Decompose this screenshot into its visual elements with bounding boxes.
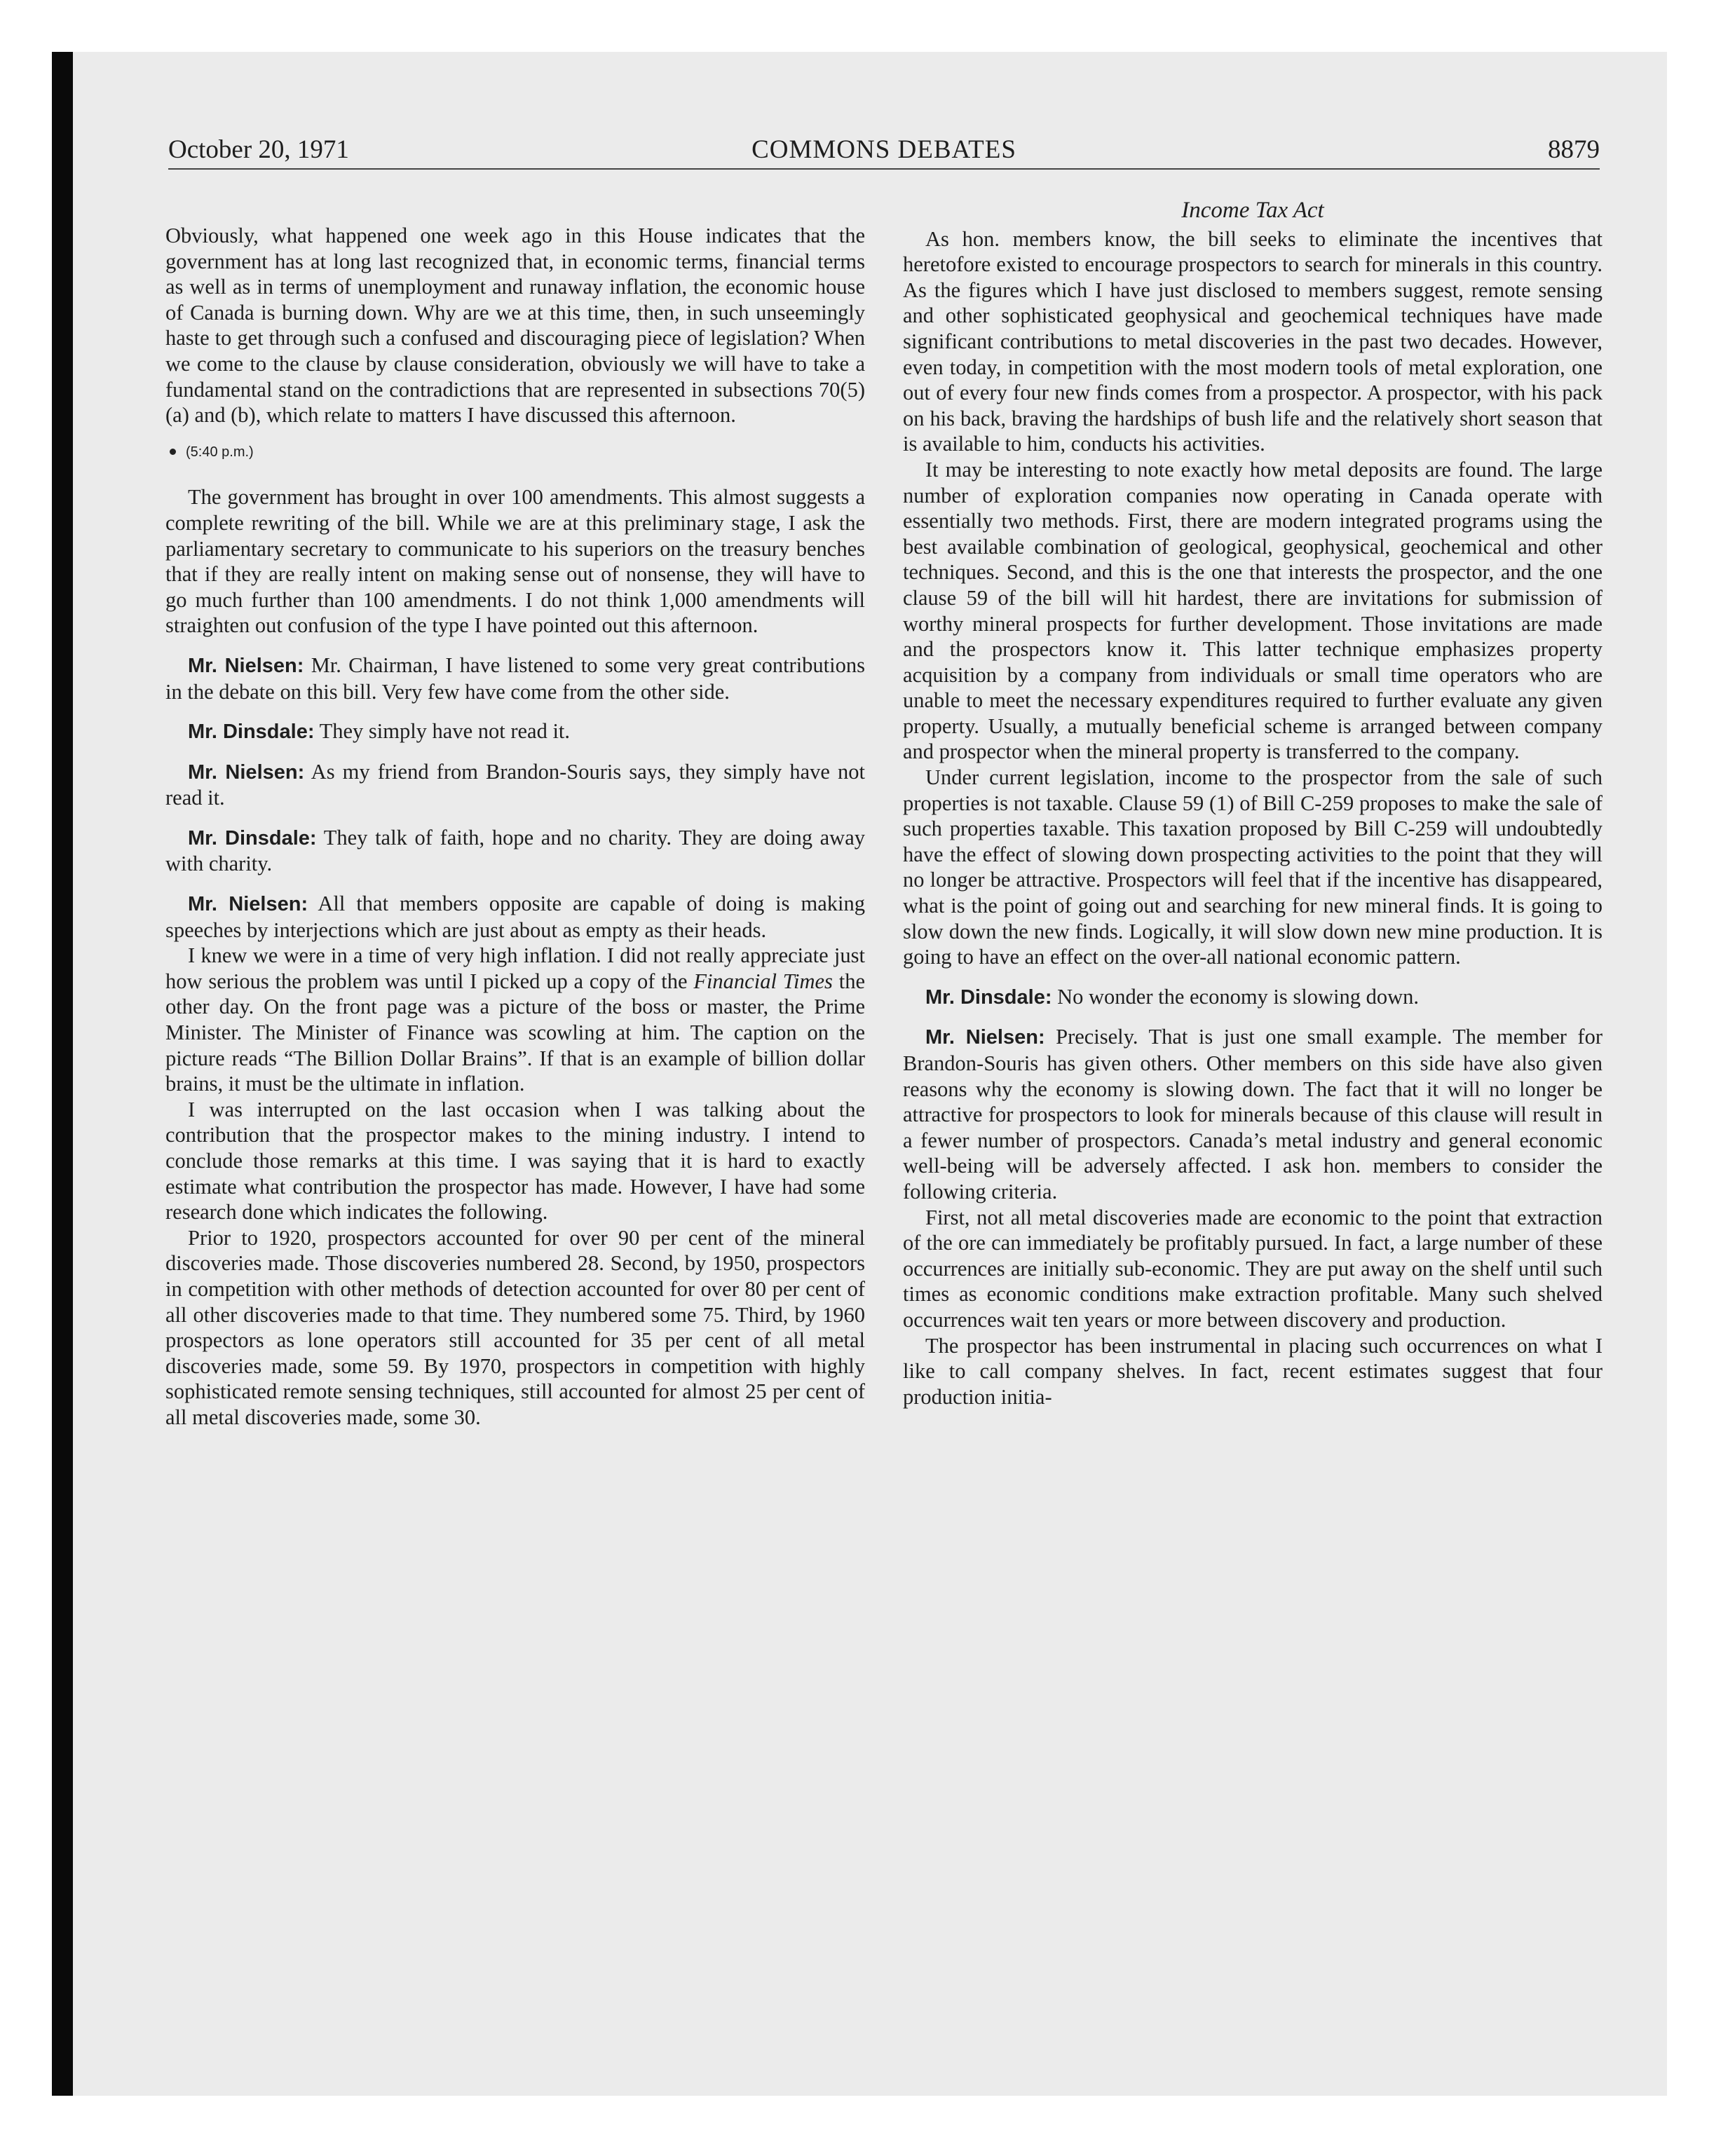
- speech: [165, 653, 865, 704]
- paragraph: Obviously, what happened one week ago in this House indicates that the government has at long last recognized that, in economic terms, financial terms as well as in terms of unemployment and runaway inflation, the economic house of Canada is burning down. Why are we at this time, then, in such unseemingly haste to get through such a confused and discouraging piece of legislation? When we come to the clause by clause consideration, obviously we will have to take a fundamental stand on the contradictions that are represented in subsections 70(5)(a) and (b), which relate to matters I have discussed this afternoon.: [165, 224, 865, 428]
- paragraph: The prospector has been instrumental in placing such occurrences on what I like to call company shelves. In fact, recent estimates suggest that four production initia-: [903, 1333, 1603, 1409]
- time-text: (5:40 p.m.): [186, 444, 254, 460]
- speaker-name: Mr. Dinsdale:: [188, 826, 317, 850]
- paragraph: [165, 943, 865, 1097]
- speech-text: They talk of faith, hope and no charity. They are doing away with charity.: [165, 825, 865, 876]
- paragraph-text: I knew we were in a time of very high inflation. I did not really appreciate just how serious the problem was until I picked up a copy of the: [165, 943, 865, 993]
- speech: [165, 759, 865, 811]
- speech-text: They simply have not read it.: [319, 719, 571, 744]
- paragraph-text: the other day. On the front page was a picture of the boss or master, the Prime Minister. The Minister of Finance was scowling at him. The caption on the picture reads “The Billion Dollar Brains”. If that is an example of billion dollar brains, it must be the ultimate in inflation.: [165, 969, 866, 1096]
- paragraph: First, not all metal discoveries made are economic to the point that extraction of the ore can immediately be profitably pursued. In fact, a large number of these occurrences are initially sub-economic. They are put away on the shelf until such times as economic conditions make extraction profitable. Many such shelved occurrences wait ten years or more between discovery and production.: [903, 1205, 1603, 1332]
- speaker-name: Mr. Dinsdale:: [188, 721, 315, 744]
- speech-text: No wonder the economy is slowing down.: [1057, 984, 1420, 1009]
- speech: [903, 1024, 1603, 1204]
- header-date: October 20, 1971: [168, 135, 349, 164]
- speech-text: Mr. Chairman, I have listened to some very great contributions in the debate on this bill. Very few have come from the other side.: [165, 653, 865, 704]
- page-header: [168, 135, 1600, 170]
- speaker-name: Mr. Nielsen:: [925, 1026, 1045, 1049]
- speech-text: As my friend from Brandon-Souris says, they simply have not read it.: [165, 759, 865, 810]
- paragraph: As hon. members know, the bill seeks to eliminate the incentives that heretofore existed to encourage prospectors to search for minerals in this country. As the figures which I have just disclosed to members suggest, remote sensing and other sophisticated geophysical and geochemical techniques have made significant contributions to metal discoveries in the past two decades. However, even today, in competition with the most modern tools of metal exploration, one out of every four new finds comes from a prospector. A prospector, with his pack on his back, braving the hardships of bush life and the relatively short season that is available to him, conducts his activities.: [903, 226, 1603, 456]
- running-head: Income Tax Act: [1181, 198, 1324, 223]
- speaker-name: Mr. Nielsen:: [188, 760, 305, 784]
- paragraph: Prior to 1920, prospectors accounted for over 90 per cent of the mineral discoveries made. Those discoveries numbered 28. Second, by 1950, prospectors in competition with other methods of detection accounted for over 80 per cent of all other discoveries made to that time. They numbered some 75. Third, by 1960 prospectors as lone operators still accounted for 35 per cent of all metal discoveries made, some 59. By 1970, prospectors in competition with highly sophisticated remote sensing techniques, still accounted for almost 25 per cent of all metal discoveries made, some 30.: [165, 1225, 865, 1429]
- speaker-name: Mr. Dinsdale:: [925, 985, 1052, 1009]
- speaker-name: Mr. Nielsen:: [188, 654, 304, 677]
- paragraph: The government has brought in over 100 amendments. This almost suggests a complete rewriting of the bill. While we are at this preliminary stage, I ask the parliamentary secretary to communicate to his superiors on the treasury benches that if they are really intent on making sense out of nonsense, they will have to go much further than 100 amendments. I do not think 1,000 amendments will straighten out confusion of the type I have pointed out this afternoon.: [165, 485, 865, 638]
- speech: [903, 984, 1603, 1011]
- time-stamp: [165, 439, 865, 465]
- paragraph: Under current legislation, income to the prospector from the sale of such properties is not taxable. Clause 59 (1) of Bill C-259 proposes to make the sale of such properties taxable. This taxation proposed by Bill C-259 will undoubtedly have the effect of slowing down prospecting activities to the point that they will no longer be attractive. Prospectors will feel that if the incentive has disappeared, what is the point of going out and searching for new mineral finds. It is going to slow down the new finds. Logically, it will slow down new mine production. It is going to have an effect on the over-all national economic pattern.: [903, 765, 1603, 969]
- speech-text: All that members opposite are capable of doing is making speeches by interjections which are just about as empty as their heads.: [165, 892, 865, 942]
- speech: [165, 825, 865, 877]
- speech: [165, 891, 865, 943]
- scan-edge: [52, 52, 73, 2096]
- paragraph: I was interrupted on the last occasion when I was talking about the contribution that the prospector makes to the mining industry. I intend to conclude those remarks at this time. I was saying that it is hard to exactly estimate what contribution the prospector has made. However, I have had some research done which indicates the following.: [165, 1097, 865, 1224]
- speaker-name: Mr. Nielsen:: [188, 893, 308, 916]
- right-column: [903, 198, 1603, 1410]
- publication-title: Financial Times: [693, 969, 833, 993]
- header-page-number: 8879: [1548, 135, 1600, 164]
- speech-text: Precisely. That is just one small example. The member for Brandon-Souris has given others. Other members on this side have also given reasons why the economy is slowing down. The fact that it will no longer be attractive for prospectors to look for minerals because of this clause will result in a fewer number of prospectors. Canada’s metal industry and general economic well-being will be adversely affected. I ask hon. members to consider the following criteria.: [903, 1025, 1603, 1203]
- left-column: [165, 223, 865, 1431]
- speech: [165, 718, 865, 745]
- header-title: COMMONS DEBATES: [751, 135, 1016, 164]
- bullet-icon: [170, 449, 176, 455]
- paragraph: It may be interesting to note exactly how metal deposits are found. The large number of exploration companies now operating in Canada operate with essentially two methods. First, there are modern integrated programs using the best available combination of geological, geophysical, geochemical and other techniques. Second, and this is the one that interests the prospector, and the one clause 59 of the bill will hit hardest, there are invitations for submission of worthy mineral prospects for further development. Those invitations are made and the prospectors know it. This latter technique emphasizes property acquisition by a company from individuals or small time operators who are unable to meet the necessary expenditures required to further evaluate any given property. Usually, a mutually beneficial scheme is arranged between company and prospector when the mineral property is transferred to the company.: [903, 457, 1603, 764]
